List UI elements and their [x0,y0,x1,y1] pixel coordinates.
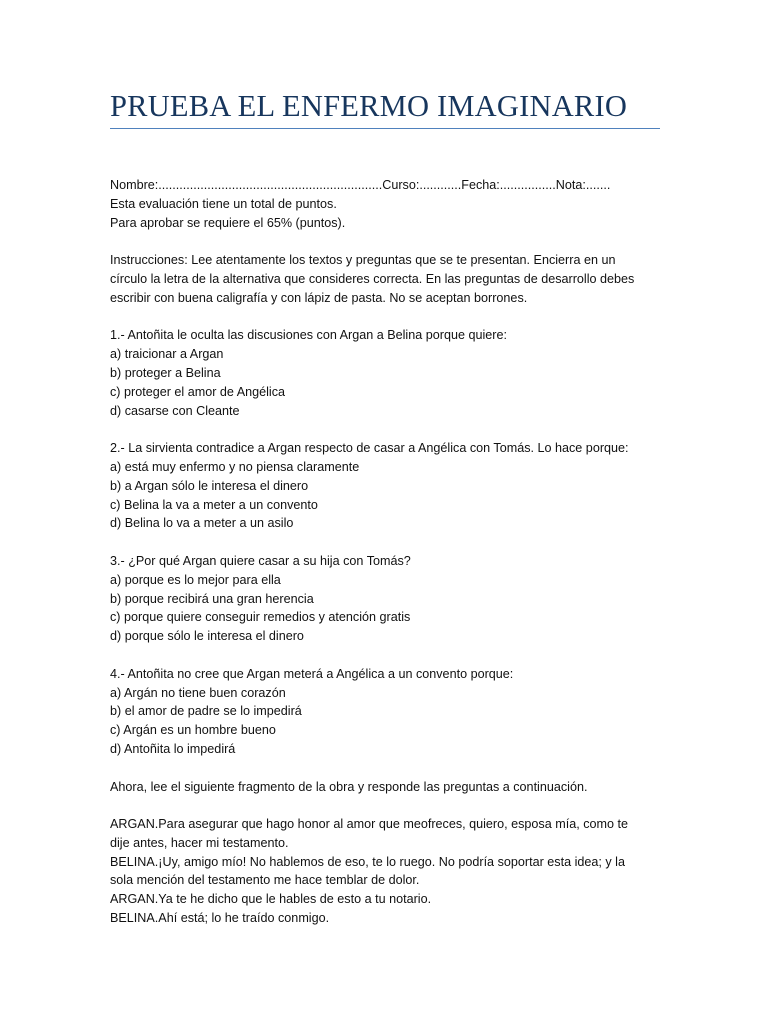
total-points-text: Esta evaluación tiene un total de puntos. [110,196,337,211]
question-prompt: 2.- La sirvienta contradice a Argan respecto de casar a Angélica con Tomás. Lo hace porque: [110,441,629,456]
question-3 [110,552,650,646]
question-option: d) casarse con Cleante [110,403,240,418]
question-prompt: 3.- ¿Por qué Argan quiere casar a su hija con Tomás? [110,553,411,568]
question-option: c) proteger el amor de Angélica [110,384,286,399]
question-option: d) Belina lo va a meter a un asilo [110,516,294,531]
question-option: c) Argán es un hombre bueno [110,723,276,738]
fragment-line: BELINA.¡Uy, amigo mío! No hablemos de eso, te lo ruego. No podría soportar esta idea; y la [110,854,625,869]
instructions-paragraph: Instrucciones: Lee atentamente los textos y preguntas que se te presentan. Encierra en un círculo la letra de la alternativa que consideres correcta. En las preguntas de desarrollo debes escribir con buena caligrafía y con lápiz de pasta. No se aceptan borrones. [110,253,635,305]
question-option: c) Belina la va a meter a un convento [110,497,318,512]
fragment-line: sola mención del testamento me hace temblar de dolor. [110,873,420,888]
question-option: a) traicionar a Argan [110,347,224,362]
question-option: b) proteger a Belina [110,365,221,380]
document-body [110,176,650,928]
question-option: b) a Argan sólo le interesa el dinero [110,478,309,493]
play-fragment [110,815,650,928]
passing-requirement-text: Para aprobar se requiere el 65% (puntos). [110,215,346,230]
question-prompt: 4.- Antoñita no cree que Argan meterá a Angélica a un convento porque: [110,666,514,681]
student-info-line: Nombre:................................................................Curso:............Fecha:................Nota:....... [110,178,611,192]
document-title: PRUEBA EL ENFERMO IMAGINARIO [110,89,628,123]
question-prompt: 1.- Antoñita le oculta las discusiones con Argan a Belina porque quiere: [110,328,507,343]
question-option: d) porque sólo le interesa el dinero [110,629,304,644]
question-option: b) porque recibirá una gran herencia [110,591,314,606]
title-underline [110,128,660,129]
question-option: a) Argán no tiene buen corazón [110,685,286,700]
question-2 [110,439,650,533]
question-4 [110,665,650,759]
fragment-line: ARGAN.Ya te he dicho que le hables de esto a tu notario. [110,892,432,907]
question-option: a) está muy enfermo y no piensa claramente [110,459,360,474]
fragment-intro: Ahora, lee el siguiente fragmento de la obra y responde las preguntas a continuación. [110,779,588,794]
question-1 [110,326,650,420]
fragment-line: ARGAN.Para asegurar que hago honor al amor que meofreces, quiero, esposa mía, como te [110,817,629,832]
question-option: a) porque es lo mejor para ella [110,572,281,587]
question-option: d) Antoñita lo impedirá [110,741,236,756]
fragment-line: BELINA.Ahí está; lo he traído conmigo. [110,911,330,926]
question-option: c) porque quiere conseguir remedios y atención gratis [110,610,411,625]
fragment-line: dije antes, hacer mi testamento. [110,835,289,850]
question-option: b) el amor de padre se lo impedirá [110,704,302,719]
